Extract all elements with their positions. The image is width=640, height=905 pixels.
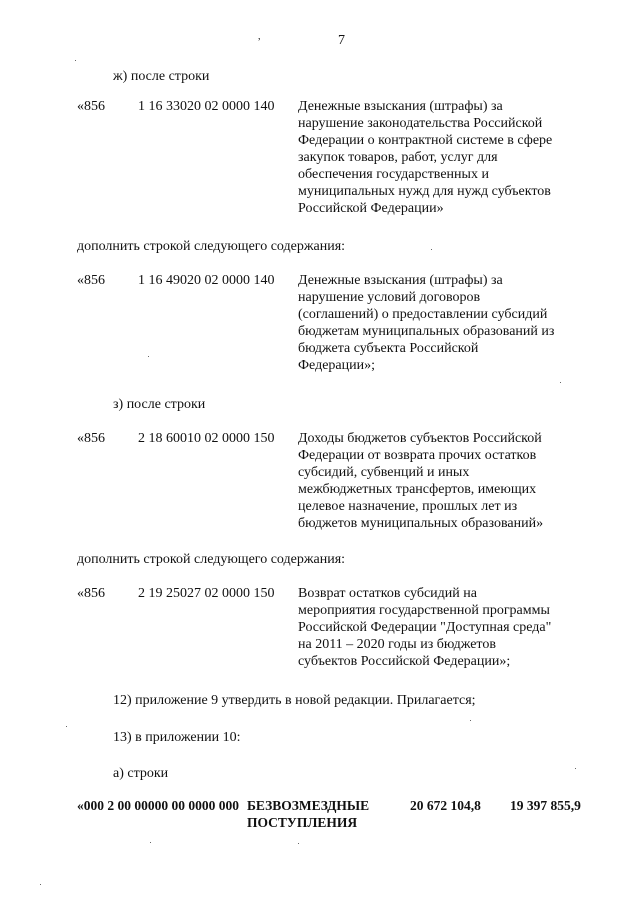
instruction-add-1: дополнить строкой следующего содержания: (77, 239, 346, 254)
desc-line: Российской Федерации "Доступная среда" (298, 620, 552, 635)
desc-line: субсидий, субвенций и иных (298, 465, 470, 480)
item-13: 13) в приложении 10: (113, 730, 241, 745)
item-12: 12) приложение 9 утвердить в новой редакции. Прилагается; (113, 693, 476, 708)
desc-line: Федерации о контрактной системе в сфере (298, 133, 553, 148)
desc-line: Денежные взыскания (штрафы) за (298, 273, 503, 288)
final-row-name-line: ПОСТУПЛЕНИЯ (247, 815, 358, 830)
desc-line: бюджета субъекта Российской (298, 341, 479, 356)
desc-line: нарушение законодательства Российской (298, 116, 543, 131)
scan-speck (560, 382, 561, 383)
row-4-code: «856 (77, 586, 105, 601)
desc-line: на 2011 – 2020 годы из бюджетов (298, 637, 496, 652)
scan-speck (431, 249, 432, 250)
desc-line: Доходы бюджетов субъектов Российской (298, 431, 542, 446)
scan-speck (40, 884, 41, 885)
desc-line: бюджетов муниципальных образований» (298, 516, 544, 531)
scan-speck (75, 60, 76, 61)
row-1-code: «856 (77, 99, 105, 114)
desc-line: закупок товаров, работ, услуг для (298, 150, 498, 165)
scan-speck (148, 356, 149, 357)
final-row-value-1: 20 672 104,8 (410, 798, 481, 813)
instruction-z: з) после строки (113, 397, 206, 412)
row-1-description (298, 98, 598, 217)
final-row-code: «000 2 00 00000 00 0000 000 (77, 798, 239, 813)
desc-line: Федерации от возврата прочих остатков (298, 448, 537, 463)
row-3-kbk: 2 18 60010 02 0000 150 (138, 431, 275, 446)
row-2-code: «856 (77, 273, 105, 288)
row-4-kbk: 2 19 25027 02 0000 150 (138, 586, 275, 601)
final-row-name (247, 797, 369, 831)
stray-mark: , (258, 31, 261, 42)
desc-line: Возврат остатков субсидий на (298, 586, 477, 601)
scan-speck (470, 720, 471, 721)
row-2-kbk: 1 16 49020 02 0000 140 (138, 273, 275, 288)
instruction-a: а) строки (113, 766, 169, 781)
desc-line: межбюджетных трансфертов, имеющих (298, 482, 537, 497)
row-1-kbk: 1 16 33020 02 0000 140 (138, 99, 275, 114)
desc-line: обеспечения государственных и (298, 167, 489, 182)
final-row-value-2: 19 397 855,9 (510, 798, 581, 813)
instruction-add-2: дополнить строкой следующего содержания: (77, 552, 346, 567)
scan-speck (150, 842, 151, 843)
instruction-zh: ж) после строки (113, 69, 210, 84)
final-row-name-line: БЕЗВОЗМЕЗДНЫЕ (247, 798, 370, 813)
desc-line: мероприятия государственной программы (298, 603, 550, 618)
scan-speck (66, 726, 67, 727)
row-2-description (298, 272, 598, 374)
scan-speck (298, 843, 299, 844)
desc-line: Денежные взыскания (штрафы) за (298, 99, 503, 114)
desc-line: Российской Федерации» (298, 201, 444, 216)
desc-line: нарушение условий договоров (298, 290, 481, 305)
row-3-code: «856 (77, 431, 105, 446)
desc-line: Федерации»; (298, 358, 376, 373)
row-4-description (298, 585, 598, 670)
page-number: 7 (338, 33, 345, 48)
desc-line: муниципальных нужд для нужд субъектов (298, 184, 551, 199)
desc-line: субъектов Российской Федерации»; (298, 654, 511, 669)
desc-line: (соглашений) о предоставлении субсидий (298, 307, 548, 322)
scan-speck (575, 768, 576, 769)
desc-line: целевое назначение, прошлых лет из (298, 499, 518, 514)
row-3-description (298, 430, 598, 532)
desc-line: бюджетам муниципальных образований из (298, 324, 555, 339)
